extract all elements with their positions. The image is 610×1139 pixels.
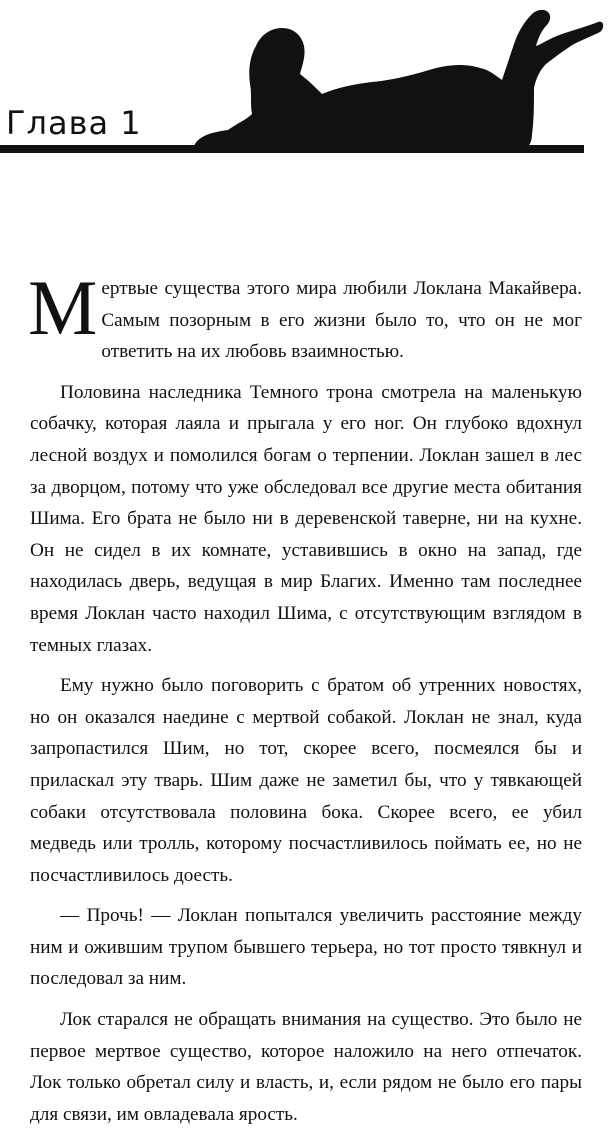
chapter-title: Глава 1 (6, 104, 142, 142)
drop-cap: М (28, 264, 98, 351)
chapter-divider (0, 145, 584, 153)
paragraph: — Прочь! — Локлан попытался увеличить расстояние между ним и ожившим трупом бывшего терьера, но тот просто тявкнул и последовал за ним. (30, 905, 582, 990)
chapter-header (0, 0, 610, 170)
paragraph: Лок старался не обращать внимания на существо. Это было не первое мертвое существо, которое наложило на него отпечаток. Лок только обретал силу и власть, и, если рядом не было его пары для связи, им овладевала ярость. (30, 1009, 582, 1125)
paragraph: Ему нужно было поговорить с братом об утренних новостях, но он оказался наедине с мертвой собакой. Локлан не знал, куда запропастился Шим, но тот, скорее всего, посмеялся бы и приласкал эту тварь. Шим даже не заметил бы, что у тявкающей собаки отсутствовала половина бока. Скорее всего, ее убил медведь или тролль, которому посчастливилось поймать ее, но не посчастливилось доесть. (30, 675, 582, 886)
reclining-woman-silhouette (190, 8, 605, 150)
paragraph-first (28, 264, 582, 368)
paragraph-first-text: ертвые существа этого мира любили Локлана Макайвера. Самым позорным в его жизни было то, что он не мог ответить на их любовь взаимностью. (101, 278, 582, 363)
body-text (28, 264, 582, 1139)
paragraph: Половина наследника Темного трона смотрела на маленькую собачку, которая лаяла и прыгала у его ног. Он глубоко вдохнул лесной воздух и помолился богам о терпении. Локлан зашел в лес за дворцом, потому что уже обследовал все другие места обитания Шима. Его брата не было ни в деревенской таверне, ни на кухне. Он не сидел в их комнате, уставившись в окно на запад, где находилась дверь, ведущая в мир Благих. Именно там последнее время Локлан часто находил Шима, с отсутствующим взглядом в темных глазах. (30, 381, 582, 656)
